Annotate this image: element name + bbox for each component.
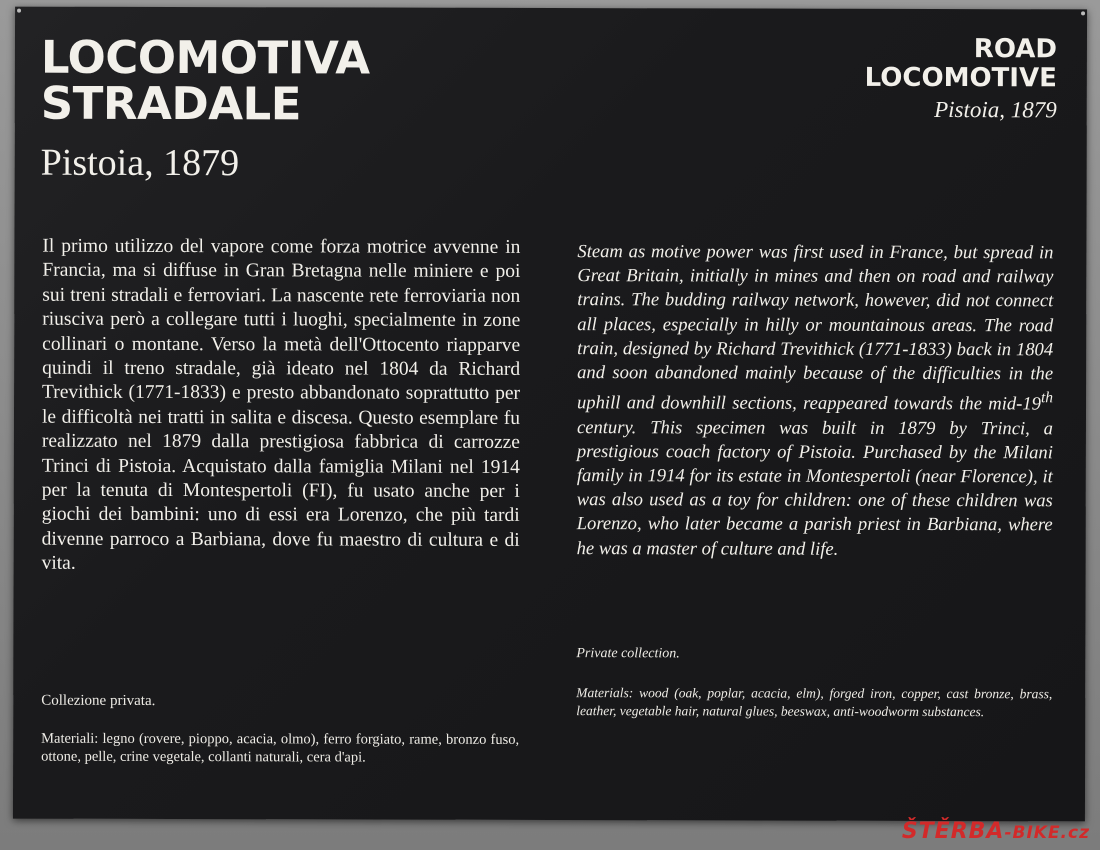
subtitle-italian: Pistoia, 1879 [40,141,240,185]
title-english [865,35,1057,94]
body-english-part1: Steam as motive power was first used in France, but spread in Great Britain, initially in mines and then on road and railway trains. The budding railway network, however, did not connect all places, especially in hilly or mountainous areas. The road train, designed by Richard Trevithick (1771-1833) back in 1804 and soon abandoned mainly because of the difficulties in the uphill and downhill sections, reappeared towards the mid-19 [577,241,1054,415]
exhibit-placard [13,7,1087,822]
body-english [577,240,1054,562]
body-italian: Il primo utilizzo del vapore come forza motrice avvenne in Francia, ma si diffuse in Gran Bretagna nelle miniere e poi sui treni stradali e ferroviari. La nascente rete ferroviaria non riusciva però a collegare tutti i luoghi, specialmente in zone collinari o montane. Verso la metà dell'Ottocento riapparve quindi il treno stradale, già ideato nel 1804 da Richard Trevithick (1771-1833) e presto abbandonato soprattutto per le difficoltà nei tratti in salita e discesa. Questo esemplare fu realizzato nel 1879 dalla prestigiosa fabbrica di carrozze Trinci di Pistoia. Acquistato dalla famiglia Milani nel 1914 per la tenuta di Montespertoli (FI), fu usato anche per i giochi dei bambini: uno di essi era Lorenzo, che più tardi divenne parroco a Barbiana, dove fu maestro di cultura e di vita. [41,235,521,575]
title-english-line2: LOCOMOTIVE [864,62,1057,94]
collection-english: Private collection. [576,646,680,662]
watermark-domain: -BIKE.cz [1004,823,1090,843]
title-italian-line2: STRADALE [40,76,302,131]
materials-english: Materials: wood (oak, poplar, acacia, elm), forged iron, copper, cast bronze, brass, leather, vegetable hair, natural glues, beeswax, anti-woodworm substances. [576,685,1053,719]
title-italian [40,30,370,131]
materials-italian: Materiali: legno (rovere, pioppo, acacia, olmo), ferro forgiato, rame, bronzo fuso, ottone, pelle, crine vegetale, collanti naturali, cera d'api. [41,730,520,766]
watermark-name: ŠTĚRBA [901,819,1005,844]
pin-top-right [1081,11,1085,15]
pin-top-left [17,9,21,13]
collection-italian: Collezione privata. [41,692,156,709]
body-english-part2: century. This specimen was built in 1879 by Trinci, a prestigious coach factory of Pistoia. Purchased by the Milani family in 1914 for its estate in Montespertoli (near Florence), it was also used as a toy for children: one of these children was Lorenzo, who later became a parish priest in Barbiana, where he was a master of culture and life. [576,416,1053,560]
title-english-line1: ROAD [973,34,1057,65]
body-english-superscript: th [1040,389,1054,407]
title-italian-line1: LOCOMOTIVA [40,30,370,85]
subtitle-english: Pistoia, 1879 [934,97,1057,123]
watermark [902,819,1090,844]
